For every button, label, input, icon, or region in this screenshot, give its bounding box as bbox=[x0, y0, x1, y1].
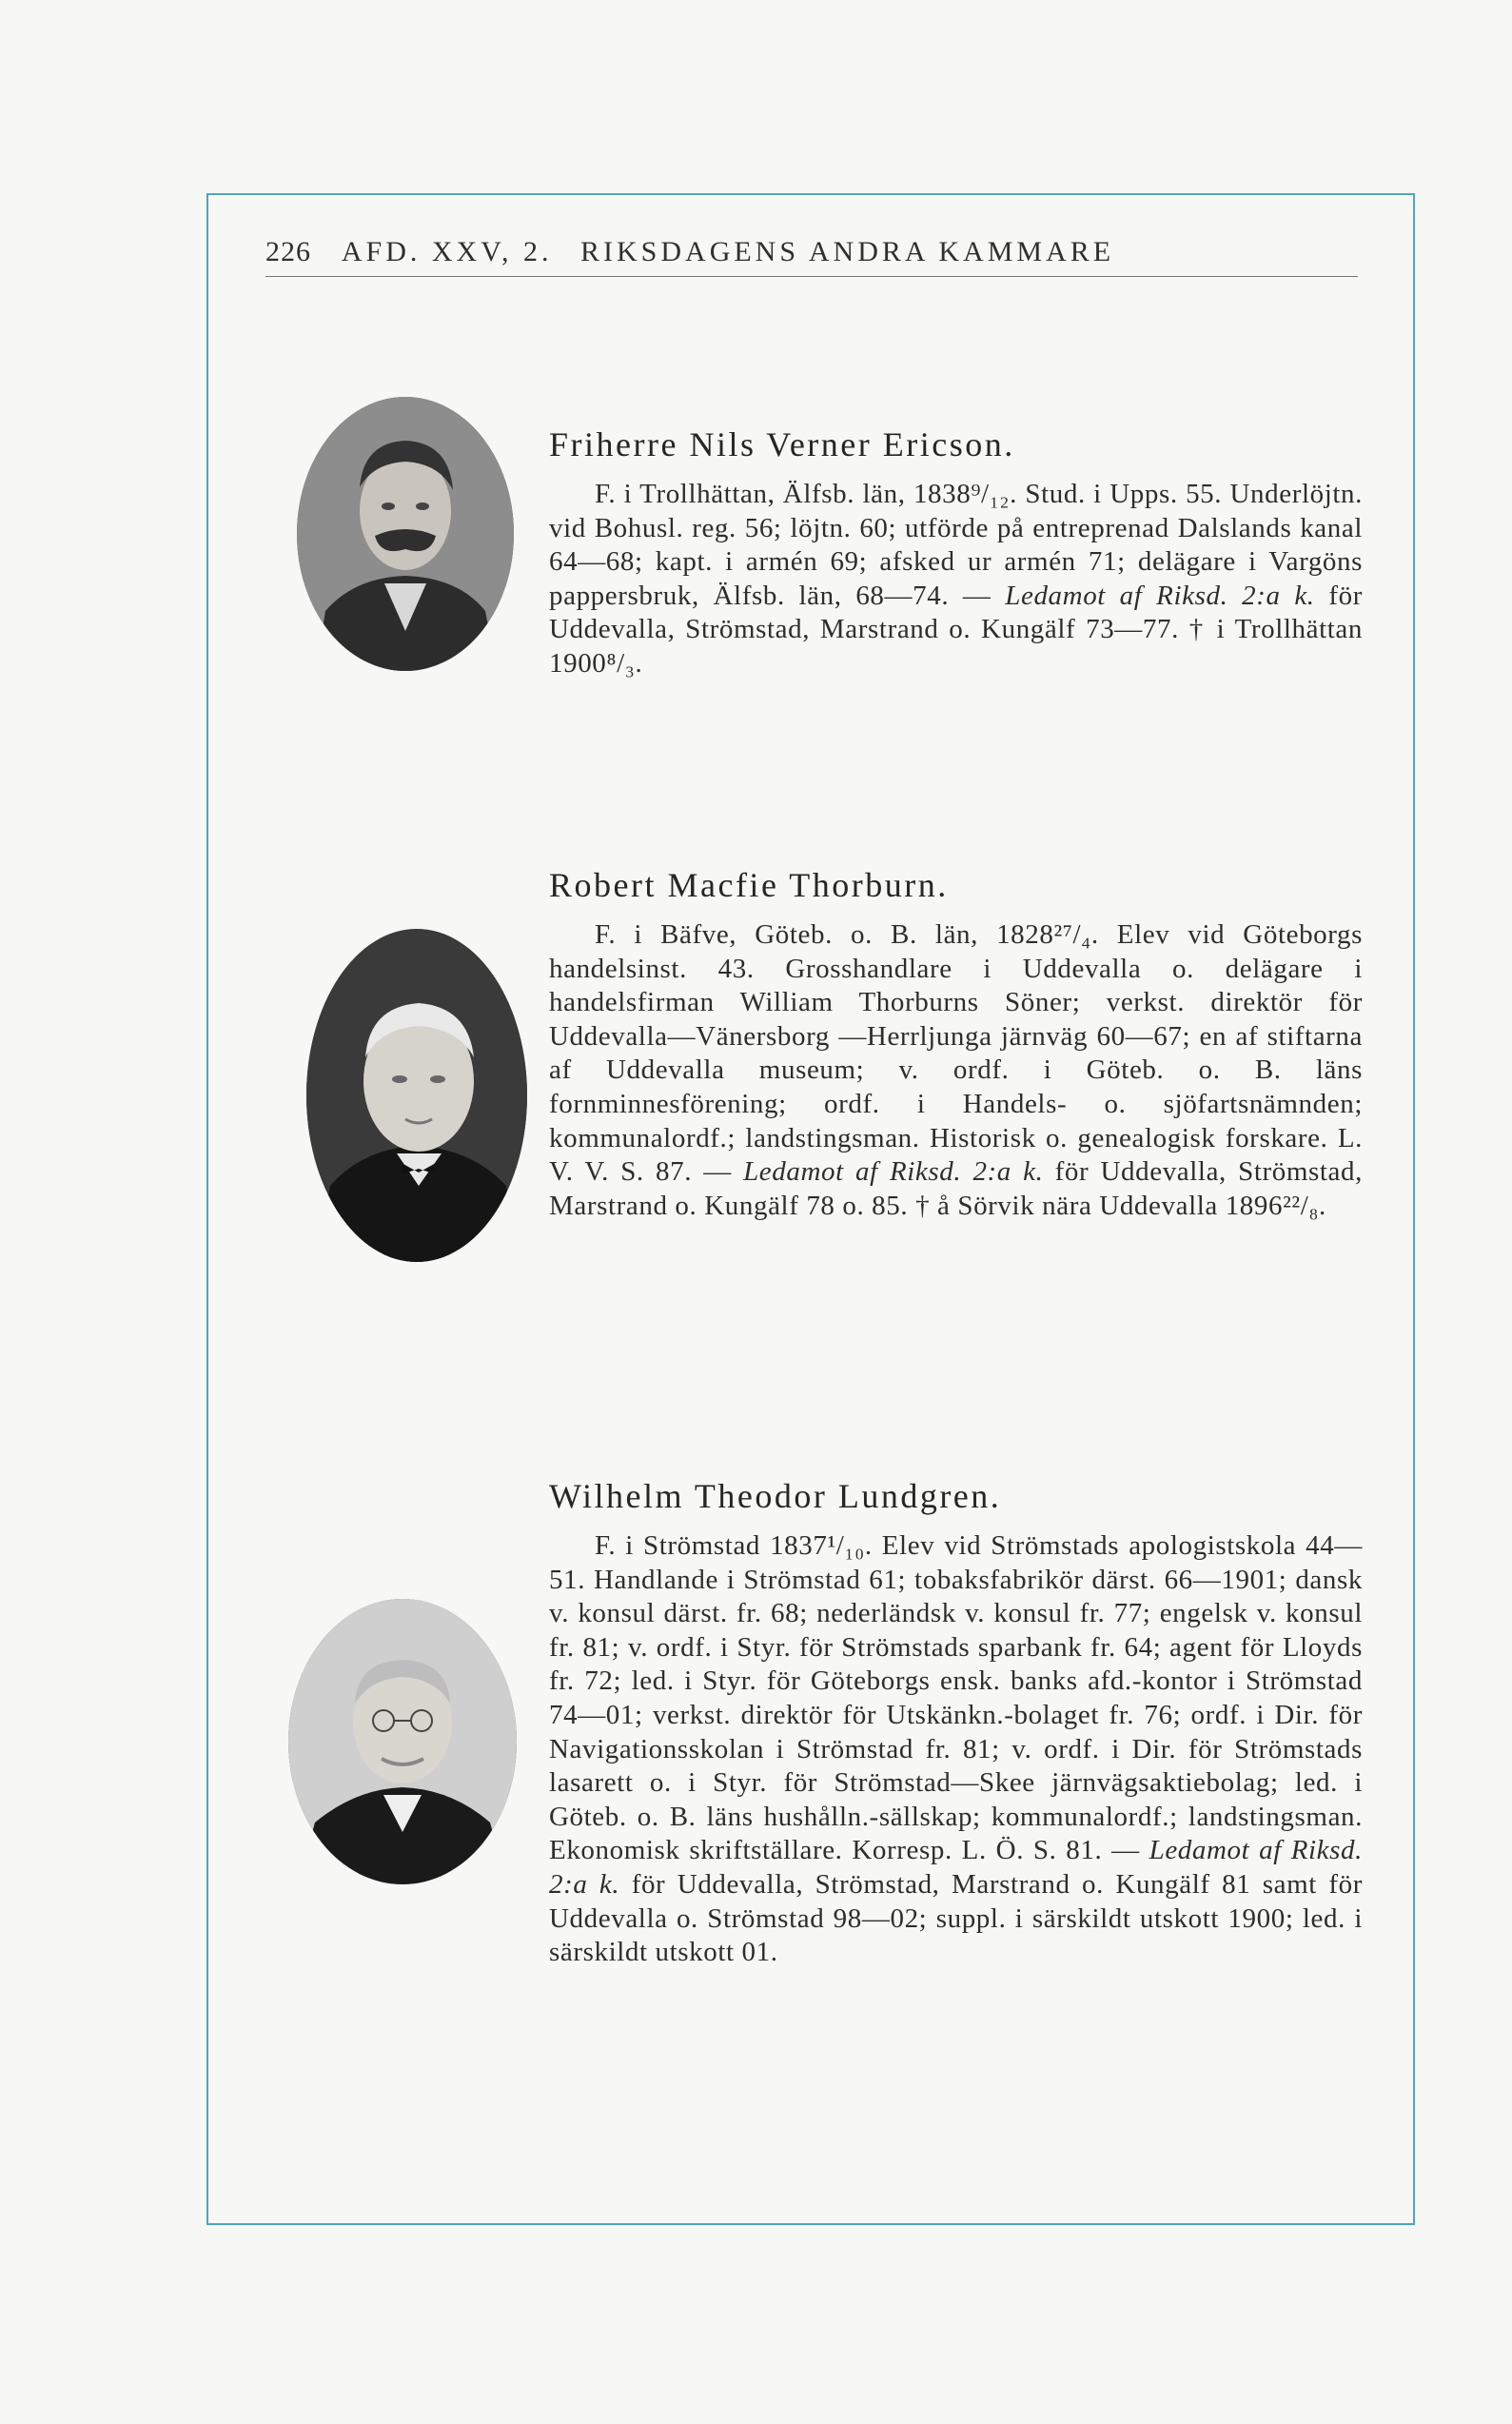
bio-italic: Ledamot af Riksd. 2:a k. bbox=[743, 1156, 1044, 1188]
biography-entry bbox=[549, 424, 1363, 681]
biography-entry bbox=[549, 865, 1363, 1223]
page-number: 226 bbox=[265, 236, 311, 267]
section-label: AFD. XXV, 2. bbox=[341, 236, 553, 267]
header-title: RIKSDAGENS ANDRA KAMMARE bbox=[580, 236, 1115, 267]
header-rule bbox=[265, 276, 1358, 277]
portrait-lundgren bbox=[288, 1599, 517, 1884]
bio-text: F. i Bäfve, Göteb. o. B. län, 1828²⁷/₄. Elev vid Göteborgs handelsinst. 43. Grosshandlare i Uddevalla o. delägare i handelsfirman William Thorburns Söner; verkst. direktör för Uddevalla—Vänersborg —Herrljunga järnväg 60—67; en af stiftarna af Uddevalla museum; v. ordf. i Göteb. o. B. läns fornminnesförening; ordf. i Handels- o. sjöfartsnämnden; kommunalordf.; landstingsman. Historisk o. genealogisk forskare. L. V. V. S. 87. — bbox=[549, 919, 1363, 1188]
person-name: Robert Macfie Thorburn. bbox=[549, 866, 949, 904]
portrait-photo bbox=[288, 1599, 517, 1884]
portrait-photo bbox=[297, 397, 514, 671]
person-name: Wilhelm Theodor Lundgren. bbox=[549, 1477, 1002, 1515]
portrait-thorburn bbox=[306, 929, 527, 1262]
bio-text: för Uddevalla, Strömstad, Marstrand o. Kungälf 78 o. 85. † å Sörvik nära Uddevalla 1896²²/₈. bbox=[549, 1156, 1363, 1221]
portrait-photo bbox=[306, 929, 527, 1262]
portrait-ericson bbox=[297, 397, 514, 671]
bio-text: F. i Trollhättan, Älfsb. län, 1838⁹/₁₂. Stud. i Upps. 55. Underlöjtn. vid Bohusl. reg. 56; löjtn. 60; utförde på entreprenad Dalslands kanal 64—68; kapt. i armén 69; afsked ur armén 71; delägare i Vargöns pappersbruk, Älfsb. län, 68—74. — bbox=[549, 479, 1363, 611]
biography-text bbox=[549, 918, 1363, 1223]
bio-italic: Ledamot af Riksd. 2:a k. bbox=[1005, 580, 1315, 611]
bio-text: för Uddevalla, Strömstad, Marstrand o. Kungälf 73—77. † i Trollhättan 1900⁸/₃. bbox=[549, 580, 1364, 679]
person-name: Friherre Nils Verner Ericson. bbox=[549, 425, 1015, 463]
biography-text bbox=[549, 1529, 1363, 1970]
biography-entry bbox=[549, 1476, 1363, 1970]
bio-text: F. i Strömstad 1837¹/₁₀. Elev vid Strömstads apologistskola 44—51. Handlande i Strömstad 61; tobaksfabrikör därst. 66—1901; dansk v. konsul därst. fr. 68; nederländsk v. konsul fr. 77; engelsk v. konsul fr. 81; v. ordf. i Styr. för Strömstads sparbank fr. 64; agent för Lloyds fr. 72; led. i Styr. för Göteborgs ensk. banks afd.-kontor i Strömstad 74—01; verkst. direktör för Utskänkn.-bolaget fr. 76; ordf. i Dir. för Navigationsskolan i Strömstad fr. 81; v. ordf. i Dir. för Strömstads lasarett o. i Styr. för Strömstad—Skee järnvägsaktiebolag; led. i Göteb. o. B. läns hushålln.-sällskap; kommunalordf.; landstingsman. Ekonomisk skriftställare. Korresp. L. Ö. S. 81. — bbox=[549, 1530, 1363, 1866]
biography-text bbox=[549, 478, 1363, 681]
bio-text: för Uddevalla, Strömstad, Marstrand o. Kungälf 81 samt för Uddevalla o. Strömstad 98—02; suppl. i särskildt utskott 1900; led. i särskildt utskott 01. bbox=[549, 1868, 1363, 1968]
running-header bbox=[265, 236, 1360, 268]
bio-italic: Ledamot af Riksd. 2:a k. bbox=[549, 1835, 1363, 1900]
